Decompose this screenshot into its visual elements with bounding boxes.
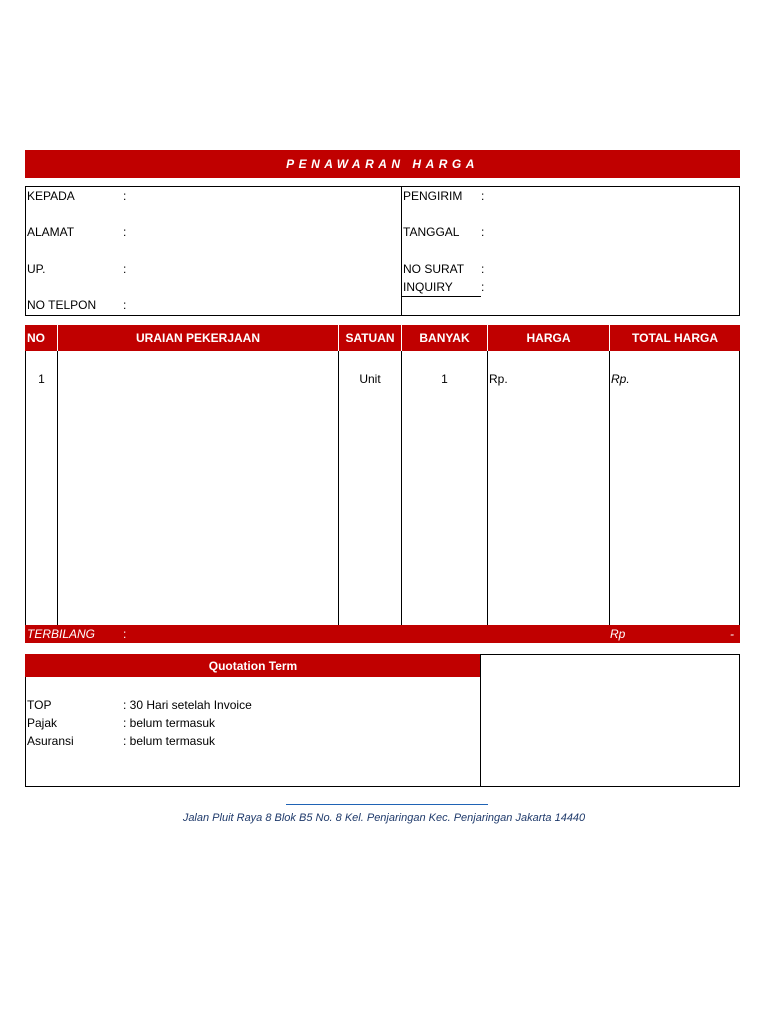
colon-tanggal: : <box>481 225 485 239</box>
header-divider <box>487 325 488 351</box>
label-alamat: ALAMAT <box>27 225 75 239</box>
row-no: 1 <box>38 372 45 386</box>
term-divider <box>480 654 481 786</box>
terbilang-label: TERBILANG <box>27 627 96 641</box>
header-divider <box>401 325 402 351</box>
row-harga: Rp. <box>489 372 508 386</box>
inquiry-underline <box>402 296 481 297</box>
header-harga: HARGA <box>526 331 571 345</box>
label-kepada: KEPADA <box>27 189 75 203</box>
label-tanggal: TANGGAL <box>403 225 460 239</box>
items-table <box>25 325 740 627</box>
footer-divider <box>286 804 488 805</box>
quotation-term-heading: Quotation Term <box>25 654 481 677</box>
colon-no-surat: : <box>481 262 485 276</box>
term-value-top: : 30 Hari setelah Invoice <box>123 698 252 712</box>
term-value-pajak: : belum termasuk <box>123 716 216 730</box>
colon-inquiry: : <box>481 280 485 294</box>
colon-alamat: : <box>123 225 127 239</box>
term-label-top: TOP <box>27 698 52 712</box>
terbilang-colon: : <box>123 627 127 641</box>
colon-pengirim: : <box>481 189 485 203</box>
colon-no-telpon: : <box>123 298 127 312</box>
row-banyak: 1 <box>441 372 448 386</box>
col-divider <box>338 351 339 625</box>
col-divider <box>401 351 402 625</box>
header-satuan: SATUAN <box>345 331 395 345</box>
header-divider <box>57 325 58 351</box>
document-title: PENAWARAN HARGA <box>25 150 740 178</box>
term-value-asuransi: : belum termasuk <box>123 734 216 748</box>
header-uraian: URAIAN PEKERJAAN <box>135 331 260 345</box>
terbilang-bar <box>25 625 740 643</box>
header-banyak: BANYAK <box>419 331 470 345</box>
col-divider <box>487 351 488 625</box>
term-label-pajak: Pajak <box>27 716 58 730</box>
colon-kepada: : <box>123 189 127 203</box>
colon-up: : <box>123 262 127 276</box>
label-inquiry: INQUIRY <box>403 280 453 294</box>
footer-address: Jalan Pluit Raya 8 Blok B5 No. 8 Kel. Penjaringan Kec. Penjaringan Jakarta 14440 <box>182 812 586 824</box>
recipient-info-box <box>25 186 740 316</box>
col-divider <box>609 351 610 625</box>
label-no-surat: NO SURAT <box>403 262 465 276</box>
label-pengirim: PENGIRIM <box>403 189 463 203</box>
header-divider <box>338 325 339 351</box>
table-header <box>25 325 740 351</box>
grand-total-value: - <box>730 627 734 641</box>
grand-total-currency: Rp <box>610 627 626 641</box>
row-satuan: Unit <box>359 372 381 386</box>
col-divider <box>57 351 58 625</box>
header-divider <box>609 325 610 351</box>
label-up: UP. <box>27 262 46 276</box>
row-total-harga: Rp. <box>611 372 630 386</box>
label-no-telpon: NO TELPON <box>27 298 97 312</box>
header-no: NO <box>27 331 45 345</box>
header-total-harga: TOTAL HARGA <box>632 331 718 345</box>
term-label-asuransi: Asuransi <box>27 734 74 748</box>
